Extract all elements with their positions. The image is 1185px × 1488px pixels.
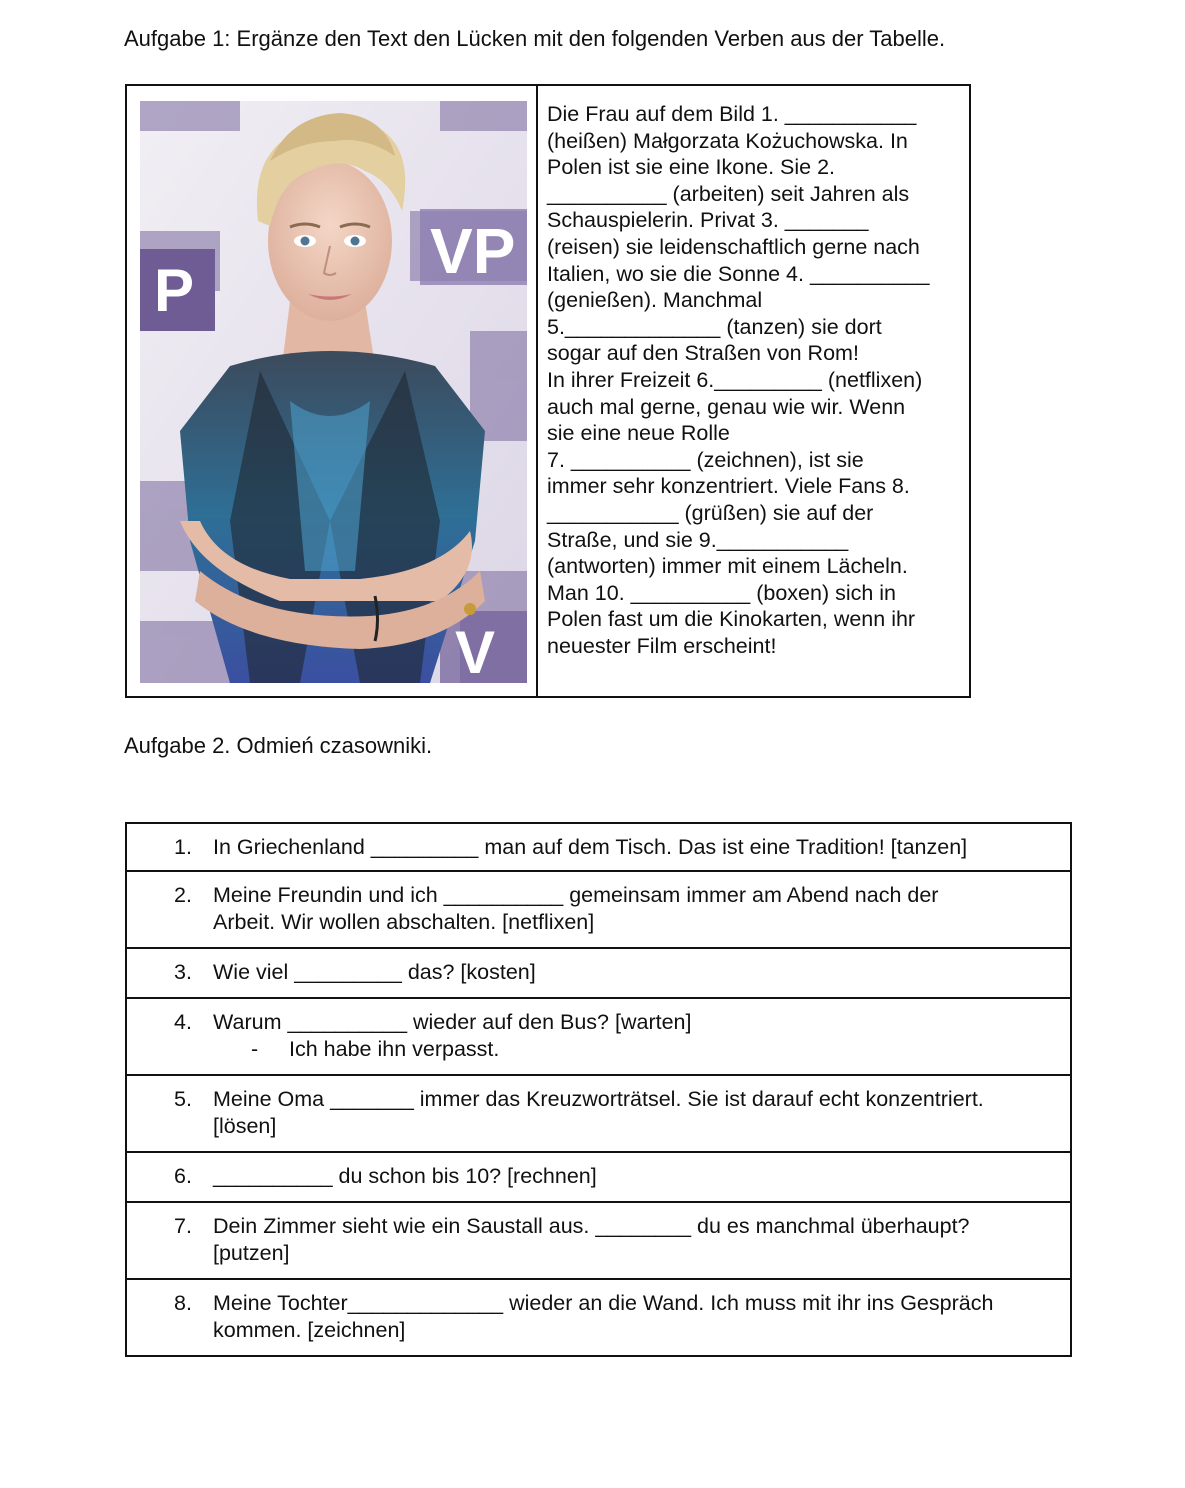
passage-line: sie eine neue Rolle	[547, 421, 730, 446]
exercise-row	[126, 1202, 1071, 1279]
passage-line: (heißen) Małgorzata Kożuchowska. In	[547, 128, 908, 153]
exercise-row	[126, 998, 1071, 1075]
exercise-text: [lösen]	[213, 1114, 277, 1138]
fill-in-passage	[547, 101, 967, 659]
backdrop-logo-left	[140, 249, 215, 331]
exercise-row	[126, 948, 1071, 998]
backdrop-logo-right	[420, 209, 527, 287]
passage-line: 5._____________ (tanzen) sie dort	[547, 314, 882, 339]
task2-table	[125, 822, 1072, 1357]
exercise-text: __________ du schon bis 10? [rechnen]	[213, 1164, 597, 1188]
passage-line: Straße, und sie 9.___________	[547, 527, 849, 552]
exercise-text: Wie viel _________ das? [kosten]	[213, 960, 536, 984]
exercise-number: 4.	[174, 1010, 192, 1034]
svg-text:VP: VP	[430, 215, 516, 287]
portrait-photo	[140, 101, 527, 683]
exercise-text: Meine Tochter_____________ wieder an die Wand. Ich muss mit ihr ins Gespräch	[213, 1291, 994, 1315]
exercise-number: 7.	[174, 1214, 192, 1238]
answer-dash: -	[251, 1037, 259, 1061]
task1-heading: Aufgabe 1: Ergänze den Text den Lücken mit den folgenden Verben aus der Tabelle.	[124, 26, 946, 51]
passage-line: __________ (arbeiten) seit Jahren als	[547, 181, 910, 206]
exercise-text: Dein Zimmer sieht wie ein Saustall aus. ________ du es manchmal überhaupt?	[213, 1214, 970, 1238]
exercise-text: Arbeit. Wir wollen abschalten. [netflixen]	[213, 910, 595, 934]
passage-line: immer sehr konzentriert. Viele Fans 8.	[547, 474, 910, 499]
passage-line: Schauspielerin. Privat 3. _______	[547, 208, 869, 233]
task2-heading: Aufgabe 2. Odmień czasowniki.	[124, 733, 433, 758]
passage-line: auch mal gerne, genau wie wir. Wenn	[547, 394, 906, 419]
passage-line: Polen ist sie eine Ikone. Sie 2.	[547, 155, 836, 180]
exercise-number: 8.	[174, 1291, 192, 1315]
exercise-number: 3.	[174, 960, 192, 984]
exercise-number: 1.	[174, 835, 192, 859]
exercise-text: kommen. [zeichnen]	[213, 1318, 406, 1342]
passage-line: neuester Film erscheint!	[547, 633, 777, 658]
exercise-number: 2.	[174, 883, 192, 907]
passage-line: Polen fast um die Kinokarten, wenn ihr	[547, 607, 916, 632]
svg-text:P: P	[154, 257, 195, 324]
exercise-text: Warum __________ wieder auf den Bus? [warten]	[213, 1010, 692, 1034]
passage-line: In ihrer Freizeit 6._________ (netflixen)	[547, 367, 923, 392]
passage-line: Man 10. __________ (boxen) sich in	[547, 580, 897, 605]
exercise-row	[126, 823, 1071, 871]
exercise-text: Meine Freundin und ich __________ gemeinsam immer am Abend nach der	[213, 883, 939, 907]
exercise-number: 5.	[174, 1087, 192, 1111]
passage-line: sogar auf den Straßen von Rom!	[547, 341, 859, 366]
exercise-row	[126, 871, 1071, 948]
task1-table	[125, 84, 971, 698]
exercise-text: [putzen]	[213, 1241, 290, 1265]
exercise-row	[126, 1075, 1071, 1152]
exercise-text: Meine Oma _______ immer das Kreuzworträtsel. Sie ist darauf echt konzentriert.	[213, 1087, 984, 1111]
passage-line: 7. __________ (zeichnen), ist sie	[547, 447, 864, 472]
table-column-divider	[536, 86, 538, 696]
passage-line: (genießen). Manchmal	[547, 288, 763, 313]
exercise-number: 6.	[174, 1164, 192, 1188]
svg-text:V: V	[455, 619, 496, 683]
answer-text: Ich habe ihn verpasst.	[289, 1037, 500, 1061]
passage-line: (reisen) sie leidenschaftlich gerne nach	[547, 234, 920, 259]
exercise-row	[126, 1152, 1071, 1202]
exercise-text: In Griechenland _________ man auf dem Tisch. Das ist eine Tradition! [tanzen]	[213, 835, 968, 859]
passage-line: ___________ (grüßen) sie auf der	[547, 500, 874, 525]
passage-line: Die Frau auf dem Bild 1. ___________	[547, 102, 917, 126]
passage-line: Italien, wo sie die Sonne 4. __________	[547, 261, 930, 286]
passage-line: (antworten) immer mit einem Lächeln.	[547, 554, 908, 579]
exercise-row	[126, 1279, 1071, 1356]
